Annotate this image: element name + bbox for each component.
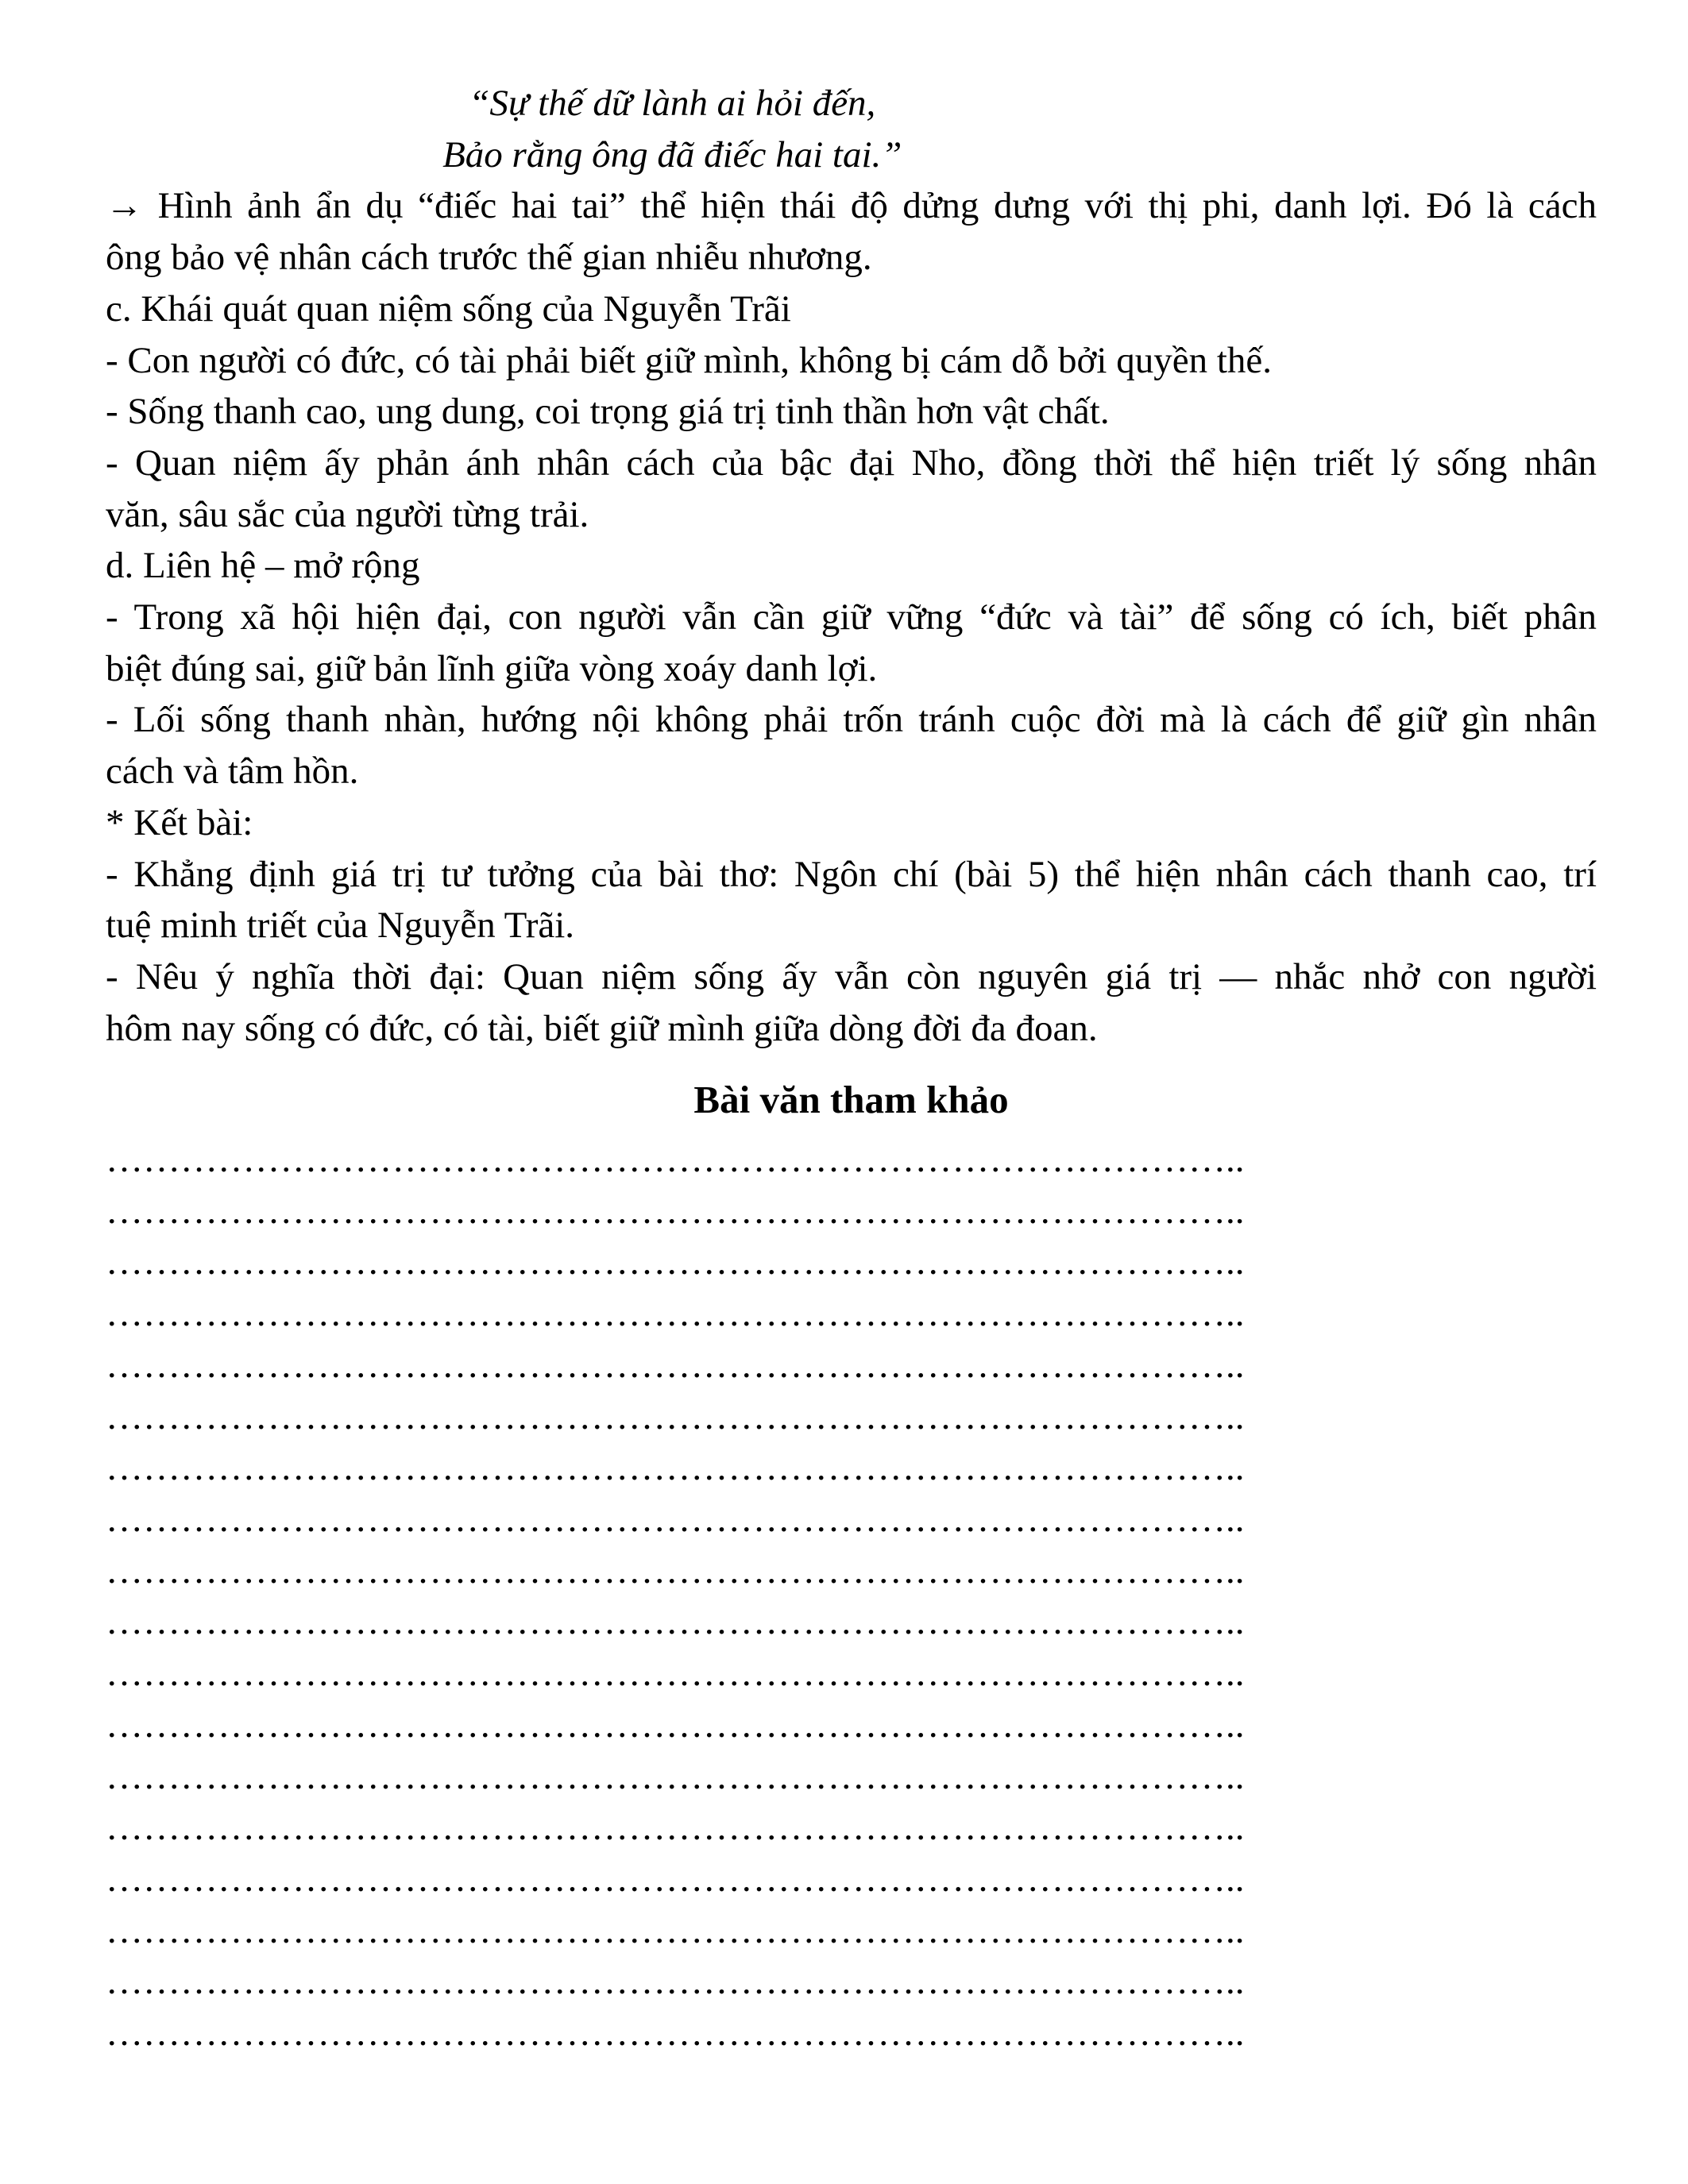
poem-line: “Sự thế dữ lành ai hỏi đến, [469,83,876,124]
paragraph [106,797,1597,849]
paragraph [106,694,1597,797]
dotted-answer-line: ……………………………………………………………………………….. [106,1858,1245,1900]
paragraph [106,951,1597,1054]
paragraph-line: - Nêu ý nghĩa thời đại: Quan niệm sống ấy vẫn còn nguyên giá trị — nhắc nhở con người [106,955,1597,997]
dotted-answer-line: ……………………………………………………………………………….. [106,1344,1245,1386]
dotted-answer-line: ……………………………………………………………………………….. [106,1704,1245,1746]
dotted-answer-line: ……………………………………………………………………………….. [106,1139,1245,1181]
dotted-answer-line: ……………………………………………………………………………….. [106,1293,1245,1335]
body-paragraphs [106,180,1597,1054]
dotted-answer-line: ……………………………………………………………………………….. [106,1909,1245,1951]
dotted-answer-line: ……………………………………………………………………………….. [106,1549,1245,1592]
paragraph-line: - Quan niệm ấy phản ánh nhân cách của bậc đại Nho, đồng thời thể hiện triết lý sống nhân [106,442,1597,484]
paragraph [106,540,1597,592]
paragraph [106,592,1597,694]
paragraph [106,849,1597,951]
poem-quote [106,78,1239,180]
paragraph-line: hôm nay sống có đức, có tài, biết giữ mình giữa dòng đời đa đoan. [106,1007,1098,1049]
paragraph-line: → Hình ảnh ẩn dụ “điếc hai tai” thể hiện thái độ dửng dưng với thị phi, danh lợi. Đó là cách [106,185,1597,227]
dotted-answer-line: ……………………………………………………………………………….. [106,1395,1245,1437]
paragraph-line: cách và tâm hồn. [106,751,359,793]
dotted-answer-line: ……………………………………………………………………………….. [106,1755,1245,1797]
reference-essay-title: Bài văn tham khảo [693,1078,1009,1122]
paragraph-line: - Sống thanh cao, ung dung, coi trọng giá trị tinh thần hơn vật chất. [106,391,1110,433]
paragraph-line: * Kết bài: [106,801,253,843]
paragraph-line: - Khẳng định giá trị tư tưởng của bài thơ: Ngôn chí (bài 5) thể hiện nhân cách thanh cao, trí [106,853,1597,895]
paragraph-line: ông bảo vệ nhân cách trước thế gian nhiễu nhương. [106,237,872,279]
paragraph-line: văn, sâu sắc của người từng trải. [106,493,589,535]
paragraph [106,335,1597,387]
paragraph-line: c. Khái quát quan niệm sống của Nguyễn Trãi [106,287,791,330]
dotted-answer-line: ……………………………………………………………………………….. [106,2012,1245,2055]
paragraph [106,284,1597,335]
paragraph-line: tuệ minh triết của Nguyễn Trãi. [106,905,575,947]
paragraph-line: - Trong xã hội hiện đại, con người vẫn cần giữ vững “đức và tài” để sống có ích, biết phân [106,596,1597,639]
dotted-answer-line: ……………………………………………………………………………….. [106,1961,1245,2003]
dotted-answer-line: ……………………………………………………………………………….. [106,1447,1245,1489]
dotted-answer-line: ……………………………………………………………………………….. [106,1601,1245,1643]
paragraph [106,386,1597,438]
paragraph-line: - Con người có đức, có tài phải biết giữ mình, không bị cám dỗ bởi quyền thế. [106,339,1272,381]
dotted-answer-line: ……………………………………………………………………………….. [106,1190,1245,1232]
paragraph-line: biệt đúng sai, giữ bản lĩnh giữa vòng xoáy danh lợi. [106,647,878,689]
paragraph [106,180,1597,283]
answer-lines [106,1134,1597,2059]
paragraph-line: - Lối sống thanh nhàn, hướng nội không phải trốn tránh cuộc đời mà là cách để giữ gìn nhân [106,699,1597,741]
paragraph [106,438,1597,540]
poem-line: Bảo rằng ông đã điếc hai tai.” [442,133,902,176]
paragraph-line: d. Liên hệ – mở rộng [106,545,420,587]
dotted-answer-line: ……………………………………………………………………………….. [106,1241,1245,1283]
dotted-answer-line: ……………………………………………………………………………….. [106,1653,1245,1695]
dotted-answer-line: ……………………………………………………………………………….. [106,1498,1245,1540]
dotted-answer-line: ……………………………………………………………………………….. [106,1807,1245,1849]
